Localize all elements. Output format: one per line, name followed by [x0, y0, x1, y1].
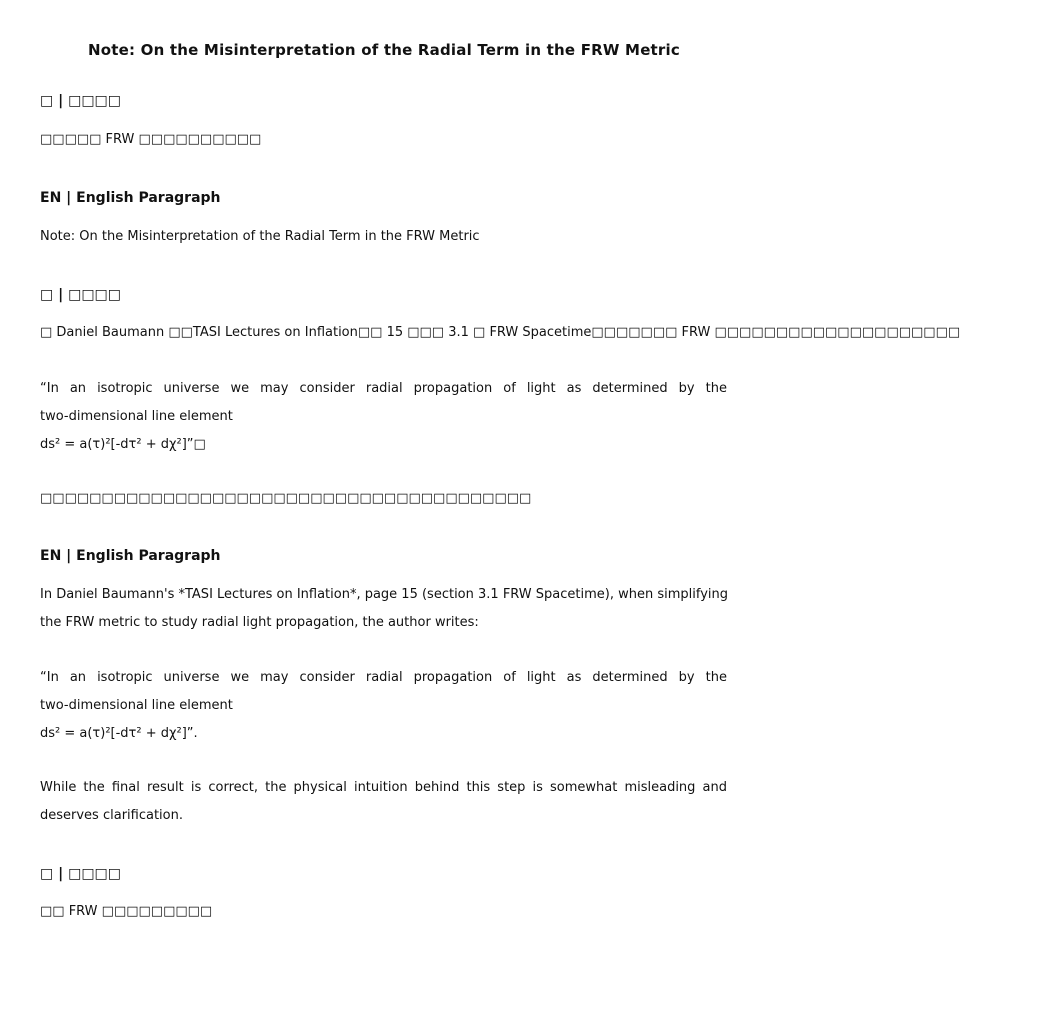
section-heading-zh-1: □ | □□□□ [40, 93, 121, 109]
document-title: Note: On the Misinterpretation of the Radial Term in the FRW Metric [88, 41, 680, 59]
paragraph-en-2-intro [40, 581, 727, 637]
section-heading-zh-3: □ | □□□□ [40, 866, 121, 882]
section-heading-en-2: EN | English Paragraph [40, 548, 221, 564]
quote-zh-line-2: two-dimensional line element [40, 409, 233, 424]
paragraph-en-1: Note: On the Misinterpretation of the Radial Term in the FRW Metric [40, 229, 480, 244]
document-page [40, 0, 961, 1024]
quote-en-equation: ds² = a(τ)²[-dτ² + dχ²]”. [40, 726, 198, 741]
section-heading-zh-2: □ | □□□□ [40, 287, 121, 303]
quote-zh-line-1: “In an isotropic universe we may consider radial propagation of light as determined by the [40, 381, 727, 396]
quote-en-line-2: two-dimensional line element [40, 698, 233, 713]
paragraph-en-2-intro-line-2: the FRW metric to study radial light propagation, the author writes: [40, 615, 479, 630]
paragraph-zh-1: □□□□□ FRW □□□□□□□□□□ [40, 132, 262, 147]
quote-en-line-1: “In an isotropic universe we may consider radial propagation of light as determined by the [40, 670, 727, 685]
quote-zh-equation: ds² = a(τ)²[-dτ² + dχ²]”□ [40, 437, 206, 452]
paragraph-en-2-intro-line-1: In Daniel Baumann's *TASI Lectures on Inflation*, page 15 (section 3.1 FRW Spacetime), when simplifying [40, 587, 729, 602]
paragraph-en-2-conclusion-line-2: deserves clarification. [40, 808, 183, 823]
paragraph-zh-2-conclusion: □□□□□□□□□□□□□□□□□□□□□□□□□□□□□□□□□□□□□□□□ [40, 491, 532, 506]
section-heading-en-1: EN | English Paragraph [40, 190, 221, 206]
paragraph-en-2-conclusion-line-1: While the final result is correct, the physical intuition behind this step is somewhat misleading and [40, 780, 727, 795]
paragraph-zh-2-intro: □ Daniel Baumann □□TASI Lectures on Inflation□□ 15 □□□ 3.1 □ FRW Spacetime□□□□□□□ FRW □□□□□□□□□□□□□□□□□□□□ [40, 325, 961, 340]
quote-zh-block [40, 375, 727, 459]
paragraph-zh-3: □□ FRW □□□□□□□□□ [40, 904, 213, 919]
paragraph-en-2-conclusion [40, 774, 727, 830]
quote-en-block [40, 664, 727, 748]
